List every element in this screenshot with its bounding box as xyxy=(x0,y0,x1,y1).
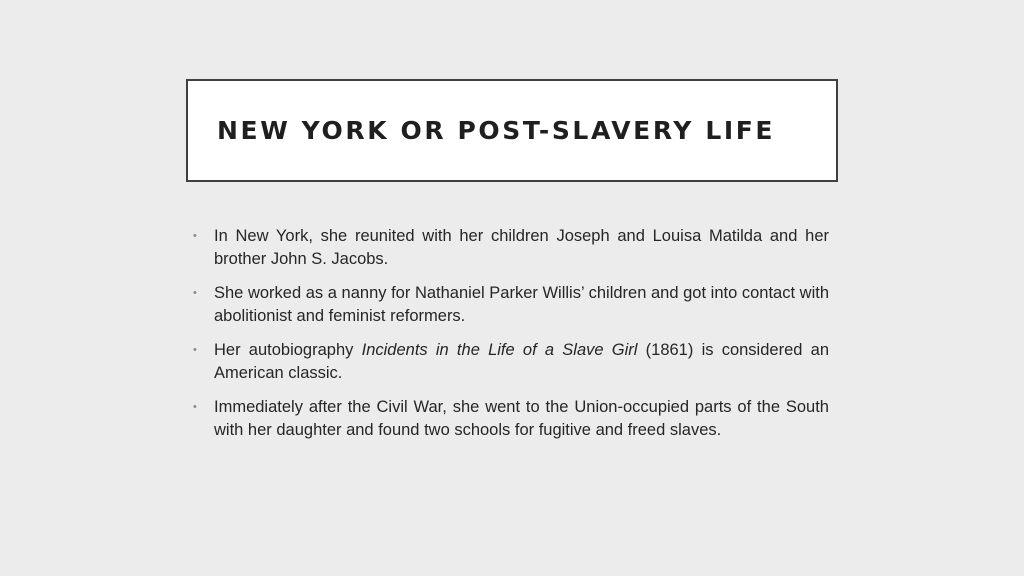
bullet-text: She worked as a nanny for Nathaniel Parker Willis’ children and got into contact with abolitionist and feminist reformers. xyxy=(214,284,829,325)
bullet-item-reunited xyxy=(193,225,829,271)
slide-title: NEW YORK OR POST-SLAVERY LIFE xyxy=(217,116,776,145)
bullet-text: Immediately after the Civil War, she went to the Union-occupied parts of the South with her daughter and found two schools for fugitive and freed slaves. xyxy=(214,398,829,439)
bullet-icon: • xyxy=(193,401,197,413)
bullet-item-nanny xyxy=(193,282,829,328)
bullet-icon: • xyxy=(193,287,197,299)
bullet-text: In New York, she reunited with her children Joseph and Louisa Matilda and her brother John S. Jacobs. xyxy=(214,227,829,268)
bullet-item-autobiography xyxy=(193,339,829,385)
bullet-text-start: Her autobiography xyxy=(214,341,362,359)
book-title: Incidents in the Life of a Slave Girl xyxy=(361,341,638,359)
bullet-list xyxy=(193,225,829,453)
bullet-text-end: (1861) is considered an American classic. xyxy=(214,341,829,382)
bullet-item-civil-war xyxy=(193,396,829,442)
bullet-text xyxy=(214,339,829,385)
title-box xyxy=(186,79,838,182)
bullet-icon: • xyxy=(193,230,197,242)
bullet-icon: • xyxy=(193,344,197,356)
